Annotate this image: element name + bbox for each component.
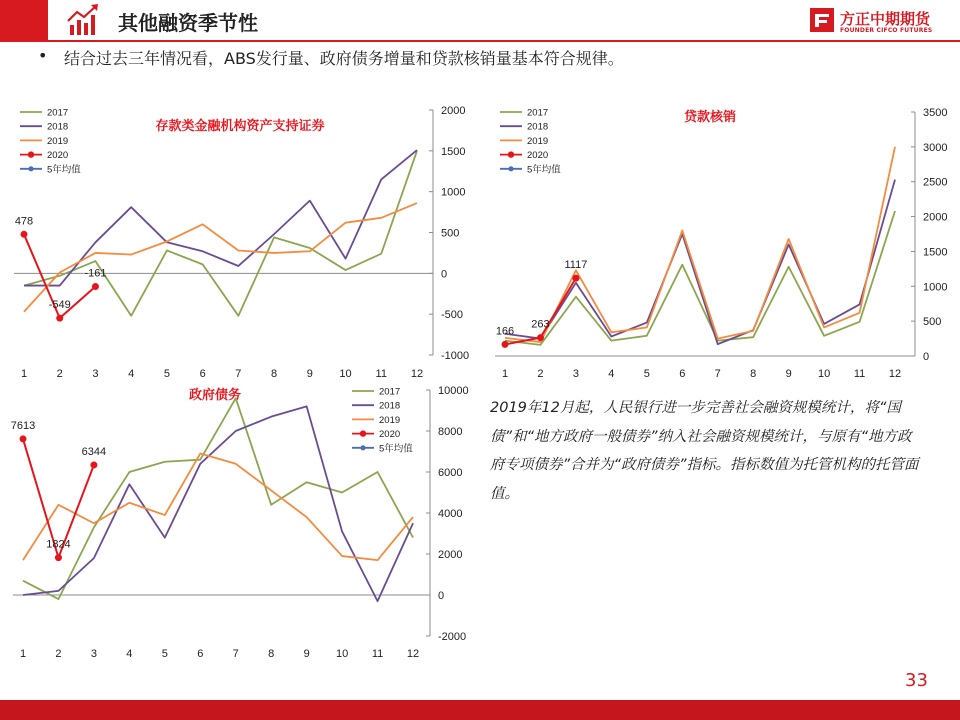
y-tick-label: 1000 [441,186,466,199]
y-tick-label: 1000 [923,281,948,294]
x-tick-label: 6 [199,368,206,380]
x-tick-label: 8 [271,368,278,380]
y-tick-label: -2000 [438,631,467,643]
y-tick-label: 6000 [438,467,463,479]
legend-label: 5年均值 [47,164,81,176]
legend-label: 2018 [47,121,69,133]
y-tick-label: 2000 [923,211,948,224]
legend-label: 2017 [527,107,549,119]
data-point-2020 [20,435,27,442]
x-tick-label: 5 [161,648,168,660]
legend-label: 2017 [379,386,401,398]
x-tick-label: 12 [406,648,420,660]
y-tick-label: -500 [441,309,464,322]
chart-title: 贷款核销 [683,110,737,125]
y-tick-label: 4000 [438,508,463,520]
y-tick-label: 0 [441,268,448,281]
x-tick-label: 7 [235,368,242,380]
x-tick-label: 10 [335,648,349,660]
x-tick-label: 1 [501,368,509,380]
x-tick-label: 12 [410,368,424,380]
legend-marker [360,445,365,450]
y-tick-label: 2000 [441,105,466,117]
y-tick-label: 500 [441,227,460,240]
x-tick-label: 8 [750,368,757,380]
page-title: 其他融资季节性 [118,11,258,35]
x-tick-label: 10 [817,368,831,380]
series-line-2018 [23,406,413,601]
y-tick-label: 0 [923,351,930,363]
data-label: 1824 [46,538,71,551]
x-tick-label: 1 [19,648,27,660]
data-label: -549 [48,299,71,312]
logo-text-en: FOUNDER CIFCO FUTURES [840,27,933,34]
data-label: -161 [84,267,107,280]
x-tick-label: 7 [714,368,721,380]
x-tick-label: 11 [371,648,384,660]
x-tick-label: 11 [853,368,866,380]
legend-marker [360,430,366,436]
x-tick-label: 5 [163,368,170,380]
x-tick-label: 6 [679,368,686,380]
series-line-2019 [23,454,413,561]
logo-text-cn: 方正中期期货 [840,10,931,28]
bullet-text: 结合过去三年情况看，ABS发行量、政府债务增量和贷款核销量基本符合规律。 [64,49,624,68]
x-tick-label: 4 [128,368,135,380]
y-tick-label: 2000 [438,549,463,561]
x-tick-label: 11 [375,368,387,380]
x-tick-label: 4 [126,648,133,660]
x-tick-label: 8 [268,648,275,660]
y-tick-label: 0 [438,590,445,602]
legend-label: 5年均值 [379,443,413,455]
chart-title: 存款类金融机构资产支持证券 [155,119,325,134]
legend-label: 5年均值 [527,164,561,176]
y-tick-label: 1500 [923,246,948,259]
legend-label: 2018 [527,121,549,133]
footer-bar [0,700,960,720]
legend-label: 2019 [527,135,549,147]
data-label: 166 [495,325,515,338]
legend-label: 2017 [47,107,69,119]
legend-label: 2018 [379,400,401,412]
x-tick-label: 3 [90,648,97,660]
chart-title: 政府债务 [188,388,242,403]
legend-label: 2020 [527,150,549,162]
x-tick-label: 2 [56,368,63,380]
bullet-marker: • [38,46,48,65]
x-tick-label: 1 [20,368,28,380]
legend-label: 2020 [47,150,69,162]
data-label: 6344 [81,445,107,458]
data-label: 7613 [10,419,36,432]
legend-label: 2019 [379,414,401,426]
y-tick-label: 10000 [438,385,469,397]
data-label: 263 [531,318,550,331]
legend-label: 2020 [379,429,401,441]
y-tick-label: -1000 [441,350,470,362]
x-tick-label: 3 [92,368,99,380]
y-tick-label: 1500 [441,145,466,158]
y-tick-label: 3000 [923,141,948,154]
x-tick-label: 9 [785,368,792,380]
x-tick-label: 9 [303,648,310,660]
x-tick-label: 4 [608,368,615,380]
legend-label: 2019 [47,135,69,147]
data-point-2020 [55,554,62,561]
x-tick-label: 2 [55,648,62,660]
y-tick-label: 500 [923,316,942,329]
data-label: 478 [14,215,34,228]
x-tick-label: 7 [232,648,239,660]
data-point-2020 [90,461,97,468]
data-label: 1117 [564,259,588,272]
x-tick-label: 6 [197,648,204,660]
x-tick-label: 3 [572,368,579,380]
x-tick-label: 10 [339,368,352,380]
x-tick-label: 9 [306,368,313,380]
x-tick-label: 2 [537,368,544,380]
x-tick-label: 12 [888,368,902,380]
y-tick-label: 2500 [923,176,948,189]
y-tick-label: 8000 [438,426,463,438]
x-tick-label: 5 [643,368,650,380]
page-number: 33 [905,670,928,691]
y-tick-label: 3500 [923,107,948,119]
methodology-note: 2019年12月起，人民银行进一步完善社会融资规模统计，将“国债”和“地方政府一般债券”纳入社会融资规模统计，与原有“地方政府专项债券”合并为“政府债券”指标。指标数值为托管机构的托管面值。 [490,400,919,502]
